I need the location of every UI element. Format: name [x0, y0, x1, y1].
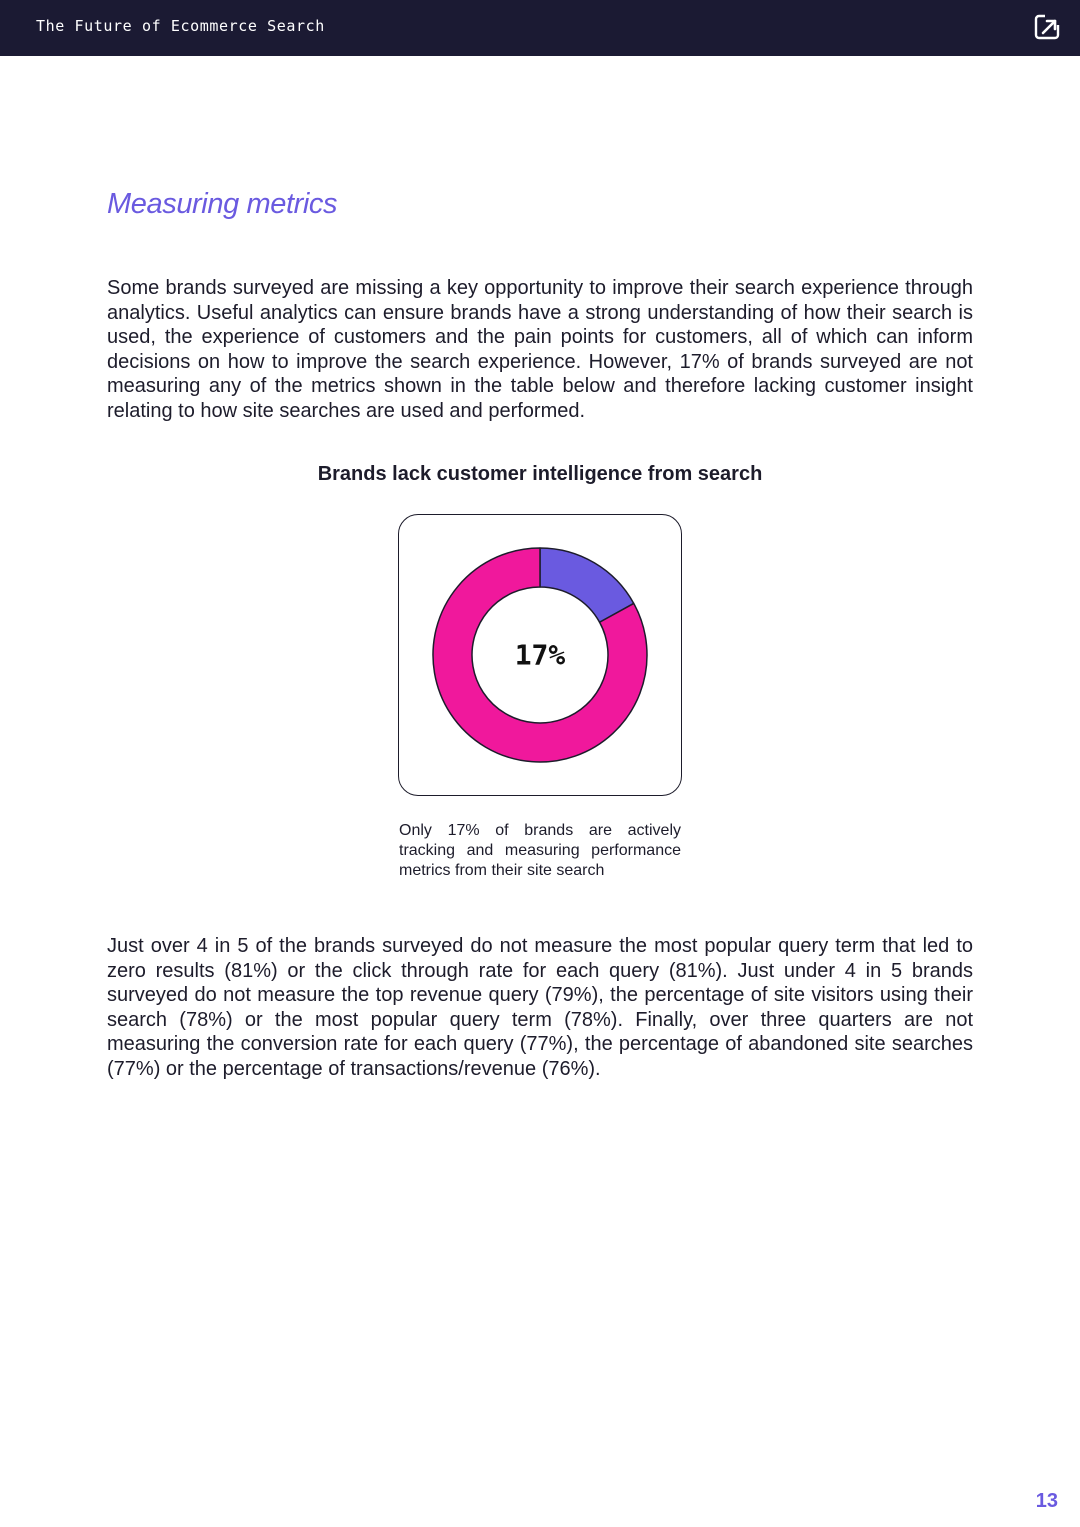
- header-bar: [0, 0, 1080, 56]
- chart-title: Brands lack customer intelligence from search: [317, 463, 763, 485]
- chart-caption: Only 17% of brands are actively tracking and measuring performance metrics from their site search: [399, 822, 681, 879]
- document-title: The Future of Ecommerce Search: [36, 17, 325, 35]
- donut-chart: [398, 514, 682, 796]
- findings-paragraph: Just over 4 in 5 of the brands surveyed do not measure the most popular query term that led to zero results (81%) or the click through rate for each query (81%). Just under 4 in 5 brands surveyed do not measure the top revenue query (79%), the percentage of site visitors using their search (78%) or the most popular query term (78%). Finally, over three quarters are not measuring the conversion rate for each query (77%), the percentage of abandoned site searches (77%) or the percentage of transactions/revenue (76%).: [107, 935, 973, 1080]
- intro-paragraph: Some brands surveyed are missing a key opportunity to improve their search experience through analytics. Useful analytics can ensure brands have a strong understanding of how their search is used, the experience of customers and the pain points for customers, all of which can inform decisions on how to improve the search experience. However, 17% of brands surveyed are not measuring any of the metrics shown in the table below and therefore lacking customer insight relating to how site searches are used and performed.: [107, 277, 973, 422]
- donut-center-label: 17%: [514, 638, 566, 672]
- arrow-logo-icon: [1034, 14, 1060, 40]
- page-number: 13: [1035, 1490, 1058, 1512]
- section-title: Measuring metrics: [107, 188, 338, 220]
